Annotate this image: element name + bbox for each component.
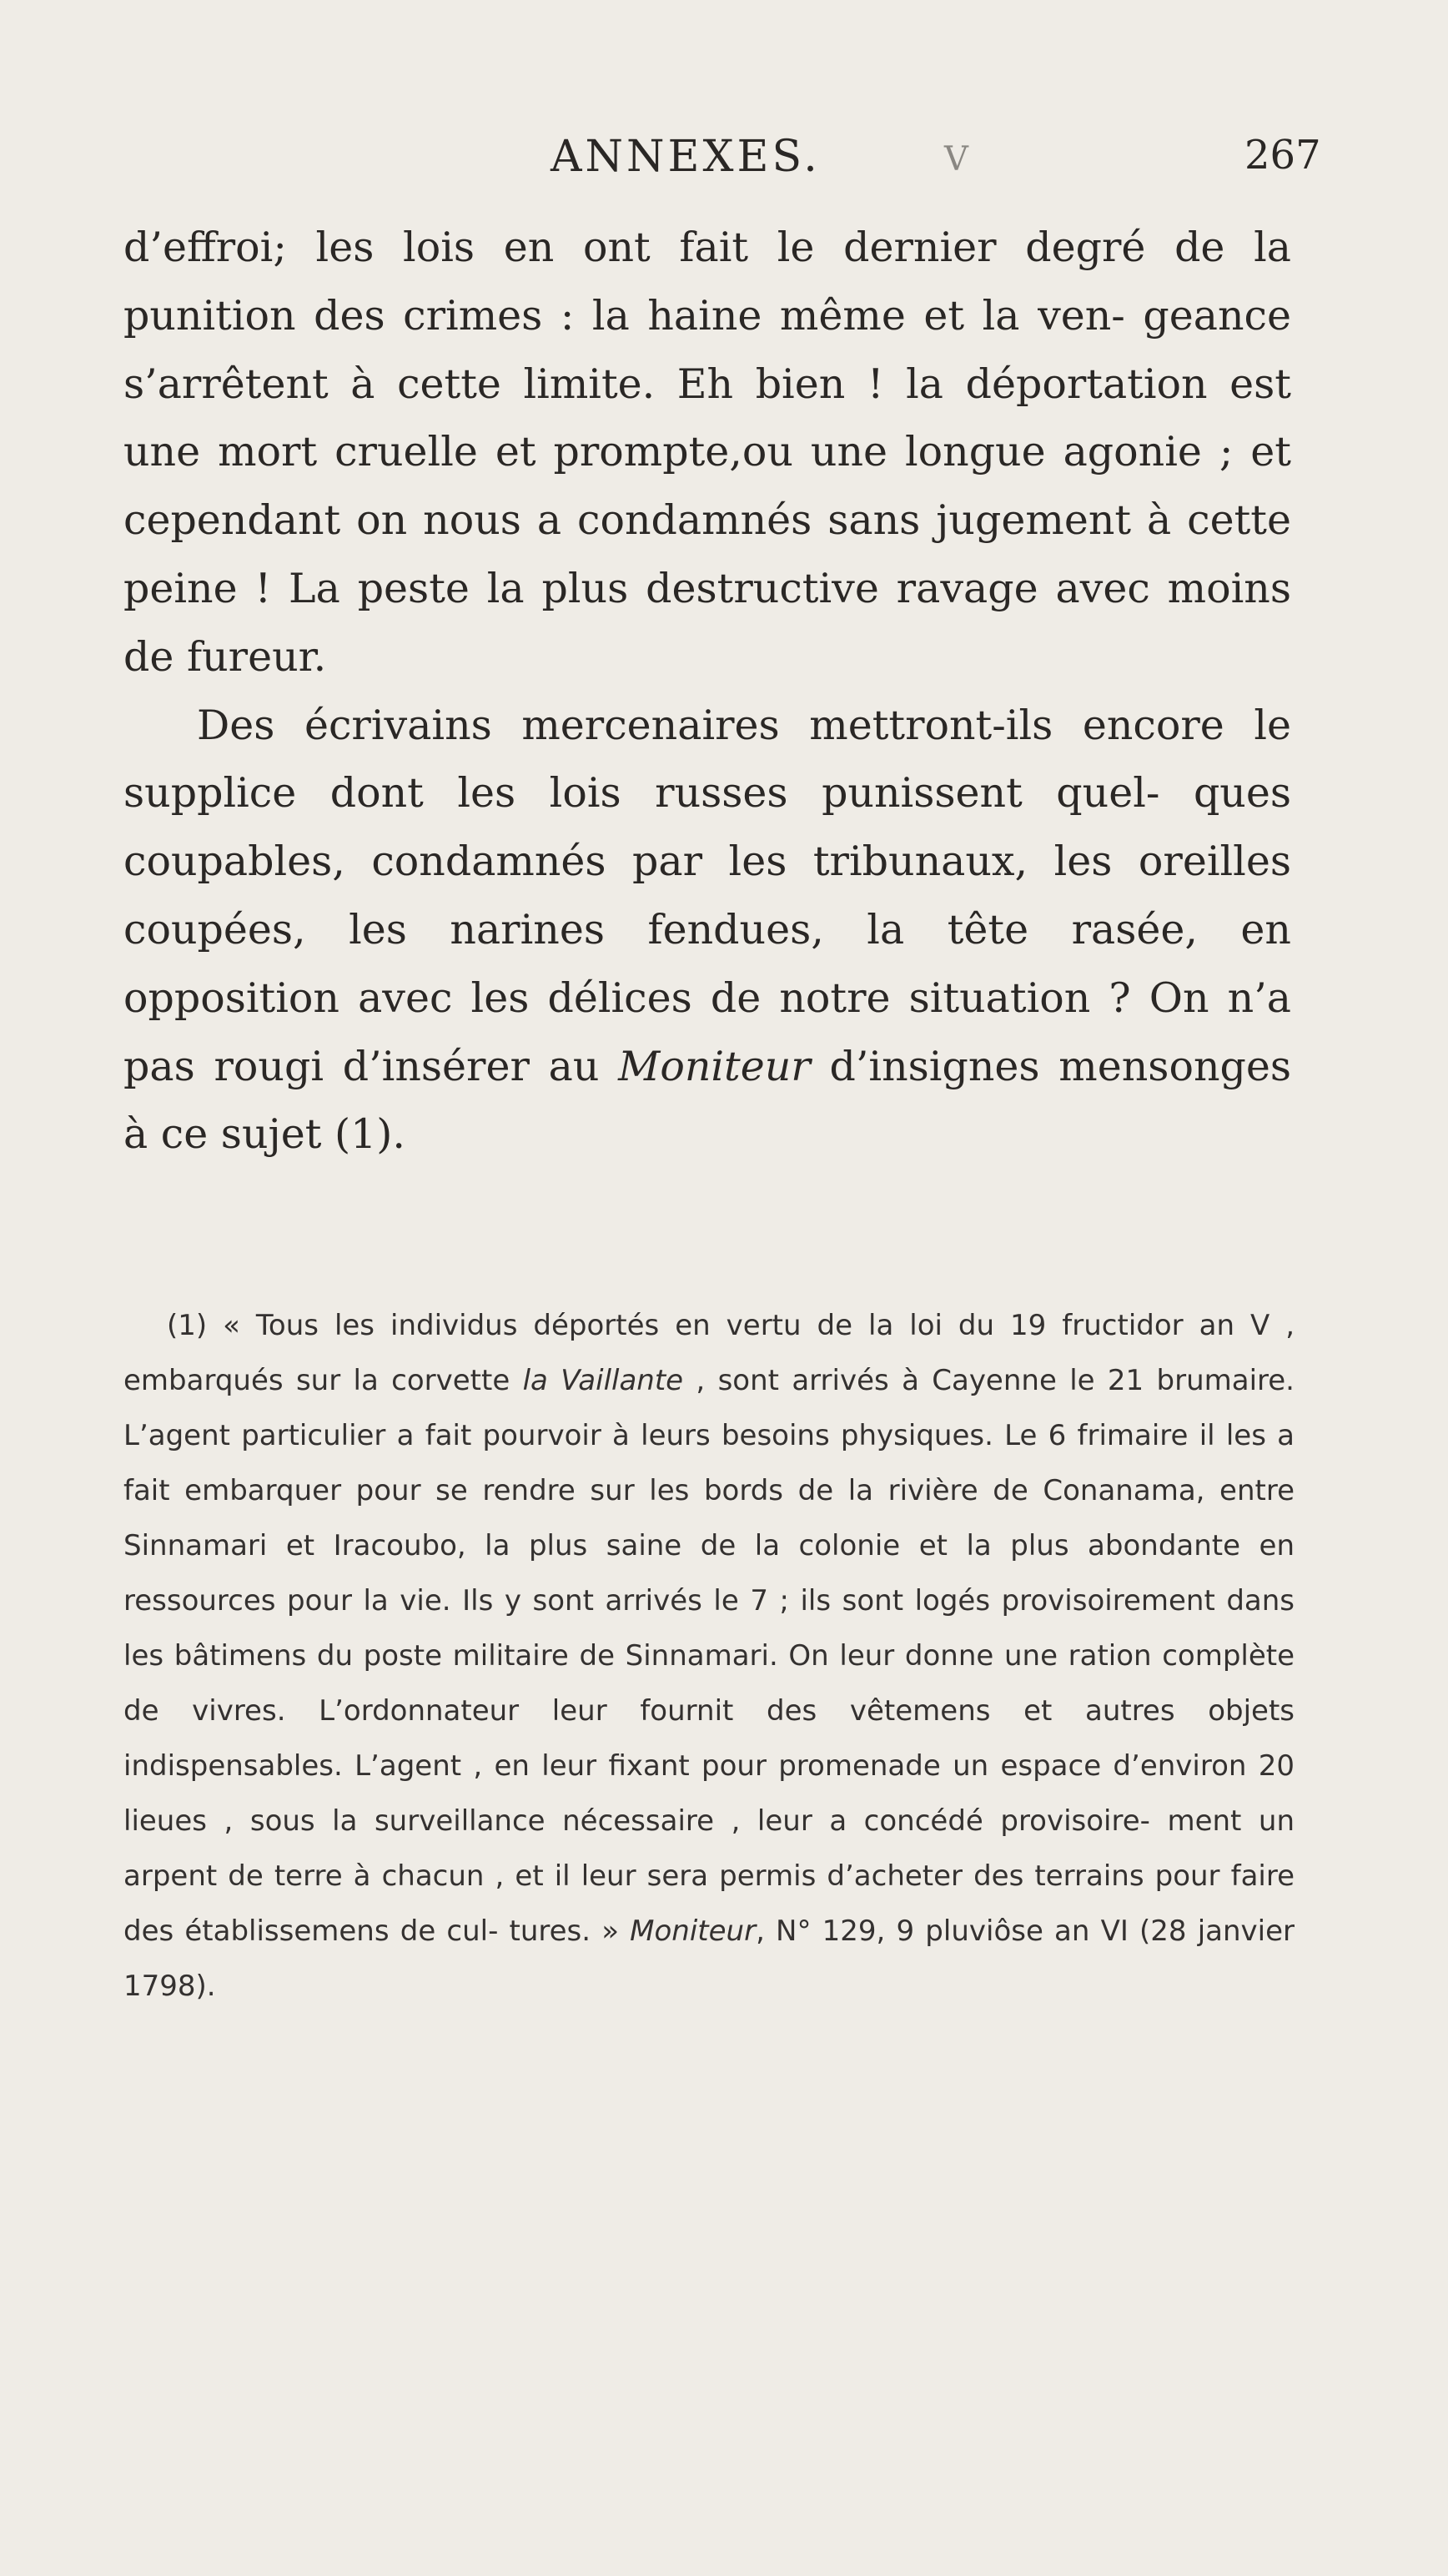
footnote-line: ment un arpent de terre à chacun , et il leur sera permis: [123, 1804, 1295, 1893]
text-line: fureur.: [186, 632, 327, 681]
footnote-line: sont arrivés à Cayenne le 21 brumaire. L’agent particulier: [123, 1364, 1295, 1452]
text-line: le supplice dont les lois russes punissent quel-: [123, 701, 1292, 818]
text-line: les oreilles coupées, les narines fendues, la: [123, 838, 1291, 953]
footnote-line: a fait pourvoir à leurs besoins physiques. Le 6 frimaire il: [396, 1419, 1215, 1452]
page-number: 267: [1244, 132, 1321, 179]
paragraph-2: [123, 692, 1291, 1170]
footnote-line: d’acheter des terrains pour faire des établissemens de cul-: [123, 1859, 1295, 1948]
footnote-line: la colonie et la plus abondante en ressources pour la vie. Ils: [123, 1529, 1295, 1618]
footnote-line: bâtimens du poste militaire de Sinnamari. On leur donne: [173, 1639, 994, 1673]
main-text: [123, 214, 1291, 1169]
text-line: déportation est une mort cruelle et prompte,ou: [123, 360, 1291, 476]
footnote-line: y sont arrivés le 7 ; ils sont logés provisoirement dans les: [123, 1584, 1295, 1673]
text-line: peste la plus destructive ravage avec moins de: [123, 564, 1292, 681]
text-line: condamnés sans jugement à cette peine ! La: [123, 496, 1291, 612]
footnote-line: ,: [683, 1364, 706, 1397]
text-line: une longue agonie ; et cependant on nous a: [123, 428, 1291, 545]
italic-title: Moniteur: [630, 1914, 757, 1948]
footnote-line: une ration complète de vivres. L’ordonnateur leur fournit: [123, 1639, 1295, 1728]
text-line: tête rasée, en opposition avec les délices de: [123, 905, 1291, 1022]
footnote-line: sous la surveillance nécessaire , leur a concédé provisoire-: [249, 1804, 1150, 1838]
footnote-line: leur fixant pour promenade un espace d’environ 20 lieues ,: [123, 1749, 1295, 1838]
text-line: punition des crimes : la haine même et la ven-: [123, 291, 1125, 340]
footnote-line: tures. »: [509, 1914, 631, 1948]
text-line: geance s’arrêtent à cette limite. Eh bien ! la: [123, 291, 1291, 408]
footnote-line: de Conanama, entre Sinnamari et Iracoubo, la plus saine de: [123, 1474, 1295, 1562]
italic-ship-name: la Vaillante: [522, 1364, 684, 1397]
text-line: ques coupables, condamnés par les tribunaux,: [123, 769, 1292, 886]
italic-title: Moniteur: [618, 1042, 811, 1090]
footnote-line: , N° 129, 9 pluviôse an VI (28 janvier 1798).: [123, 1914, 1295, 2003]
footnote-line: les a fait embarquer pour se rendre sur les bords de la rivière: [123, 1419, 1295, 1507]
footnote-line: des vêtemens et autres objets indispensables. L’agent , en: [123, 1694, 1295, 1783]
printer-mark: V: [944, 140, 968, 179]
footnote-line: fructidor an V , embarqués sur la corvette: [123, 1309, 1295, 1397]
footnote-line: (1) « Tous les individus déportés en vertu de la loi du 19: [167, 1309, 1047, 1342]
text-line: Des écrivains mercenaires mettront-ils encore: [197, 701, 1224, 749]
footnote: [123, 1298, 1295, 2014]
paragraph-1: [123, 214, 1291, 692]
text-line: d’insignes mensonges à ce sujet (1).: [123, 1042, 1292, 1159]
text-line: d’effroi; les lois en ont fait le dernier degré de la: [123, 224, 1291, 271]
text-line: notre situation ? On n’a pas rougi d’insérer au: [123, 974, 1291, 1090]
running-head: [0, 132, 1448, 182]
running-title: ANNEXES.: [551, 132, 821, 182]
